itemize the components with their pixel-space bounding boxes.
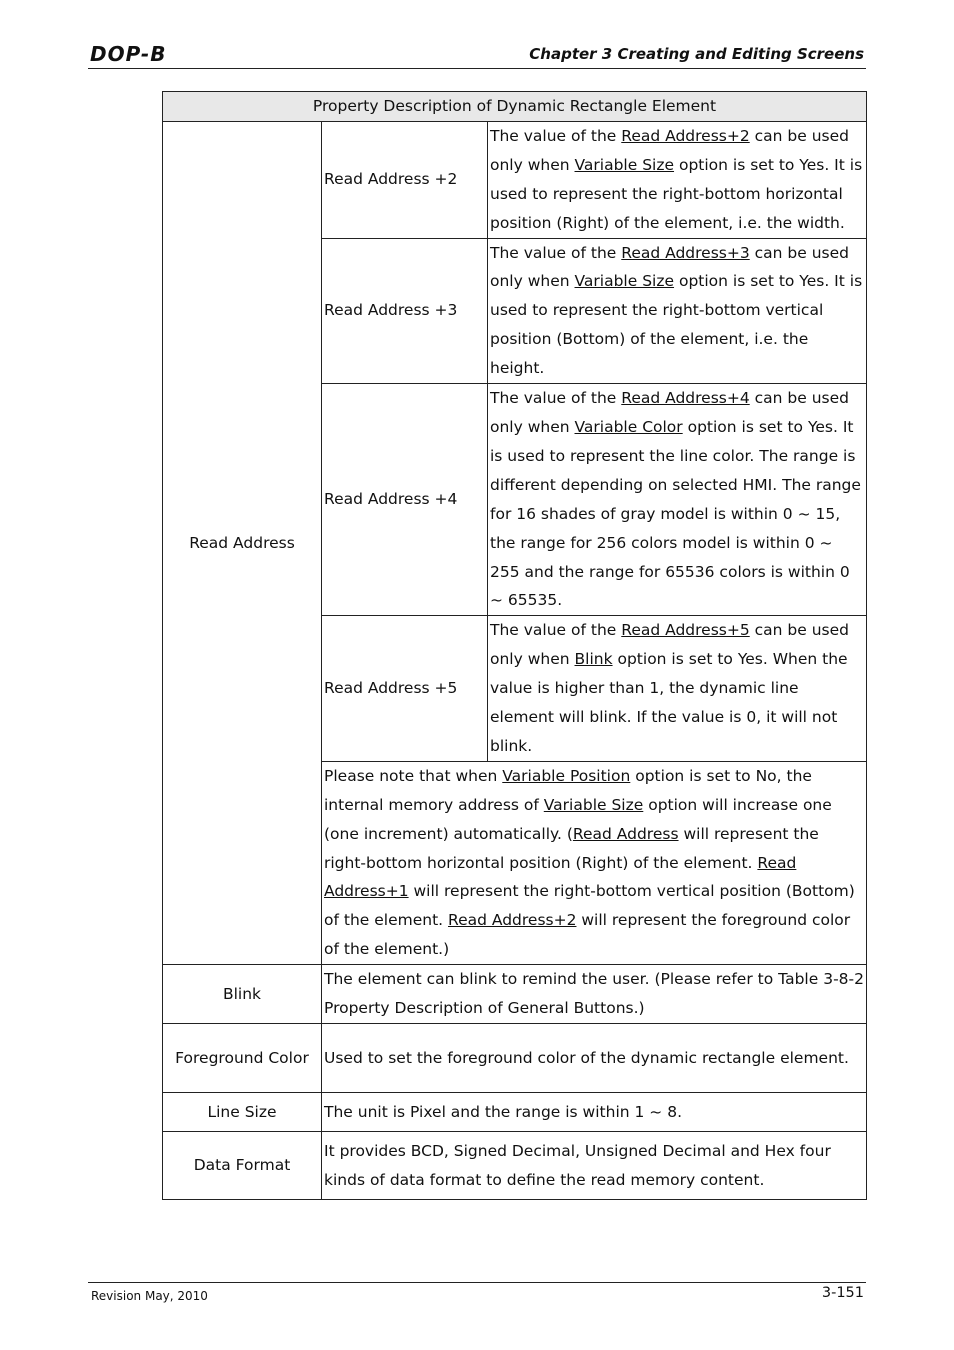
data-format-label: Data Format (163, 1132, 322, 1200)
row-description: The value of the Read Address+2 can be used only when Variable Size option is set to Yes. It is used to represent the right-bottom horizontal position (Right) of the element, i.e. the width. (488, 121, 867, 238)
page-number: 3-151 (821, 1285, 864, 1301)
foreground-color-description: Used to set the foreground color of the dynamic rectangle element. (322, 1024, 867, 1093)
table-row (163, 1024, 867, 1093)
row-label: Read Address +3 (322, 238, 488, 384)
line-size-description: The unit is Pixel and the range is within 1 ~ 8. (322, 1093, 867, 1132)
table-title-row (163, 92, 867, 122)
page-header (88, 40, 866, 69)
read-address-label: Read Address (163, 121, 322, 964)
foreground-color-label: Foreground Color (163, 1024, 322, 1093)
revision-date: Revision May, 2010 (91, 1289, 208, 1303)
table-title: Property Description of Dynamic Rectangle Element (163, 92, 867, 122)
data-format-description: It provides BCD, Signed Decimal, Unsigned Decimal and Hex four kinds of data format to define the read memory content. (322, 1132, 867, 1200)
table-row (163, 1093, 867, 1132)
table-row (163, 121, 867, 238)
brand-logo: DOP-B (90, 42, 167, 66)
page-footer (88, 1282, 866, 1303)
row-description: The value of the Read Address+5 can be used only when Blink option is set to Yes. When the value is higher than 1, the dynamic line element will blink. If the value is 0, it will not blink. (488, 616, 867, 762)
table-row (163, 1132, 867, 1200)
row-label: Read Address +4 (322, 384, 488, 616)
row-description: The value of the Read Address+4 can be used only when Variable Color option is set to Yes. It is used to represent the line color. The range is different depending on selected HMI. The range for 16 shades of gray model is within 0 ~ 15, the range for 256 colors model is within 0 ~ 255 and the range for 65536 colors is within 0 ~ 65535. (488, 384, 867, 616)
table-row (163, 965, 867, 1024)
chapter-title: Chapter 3 Creating and Editing Screens (529, 45, 864, 63)
blink-description: The element can blink to remind the user. (Please refer to Table 3-8-2 Property Description of General Buttons.) (322, 965, 867, 1024)
note-description: Please note that when Variable Position option is set to No, the internal memory address of Variable Size option will increase one (one increment) automatically. (Read Address will represent the right-bottom horizontal position (Right) of the element. Read Address+1 will represent the right-bottom vertical position (Bottom) of the element. Read Address+2 will represent the foreground color of the element.) (322, 761, 867, 964)
line-size-label: Line Size (163, 1093, 322, 1132)
blink-label: Blink (163, 965, 322, 1024)
row-description: The value of the Read Address+3 can be used only when Variable Size option is set to Yes. It is used to represent the right-bottom vertical position (Bottom) of the element, i.e. the height. (488, 238, 867, 384)
row-label: Read Address +5 (322, 616, 488, 762)
property-table (162, 91, 867, 1200)
row-label: Read Address +2 (322, 121, 488, 238)
